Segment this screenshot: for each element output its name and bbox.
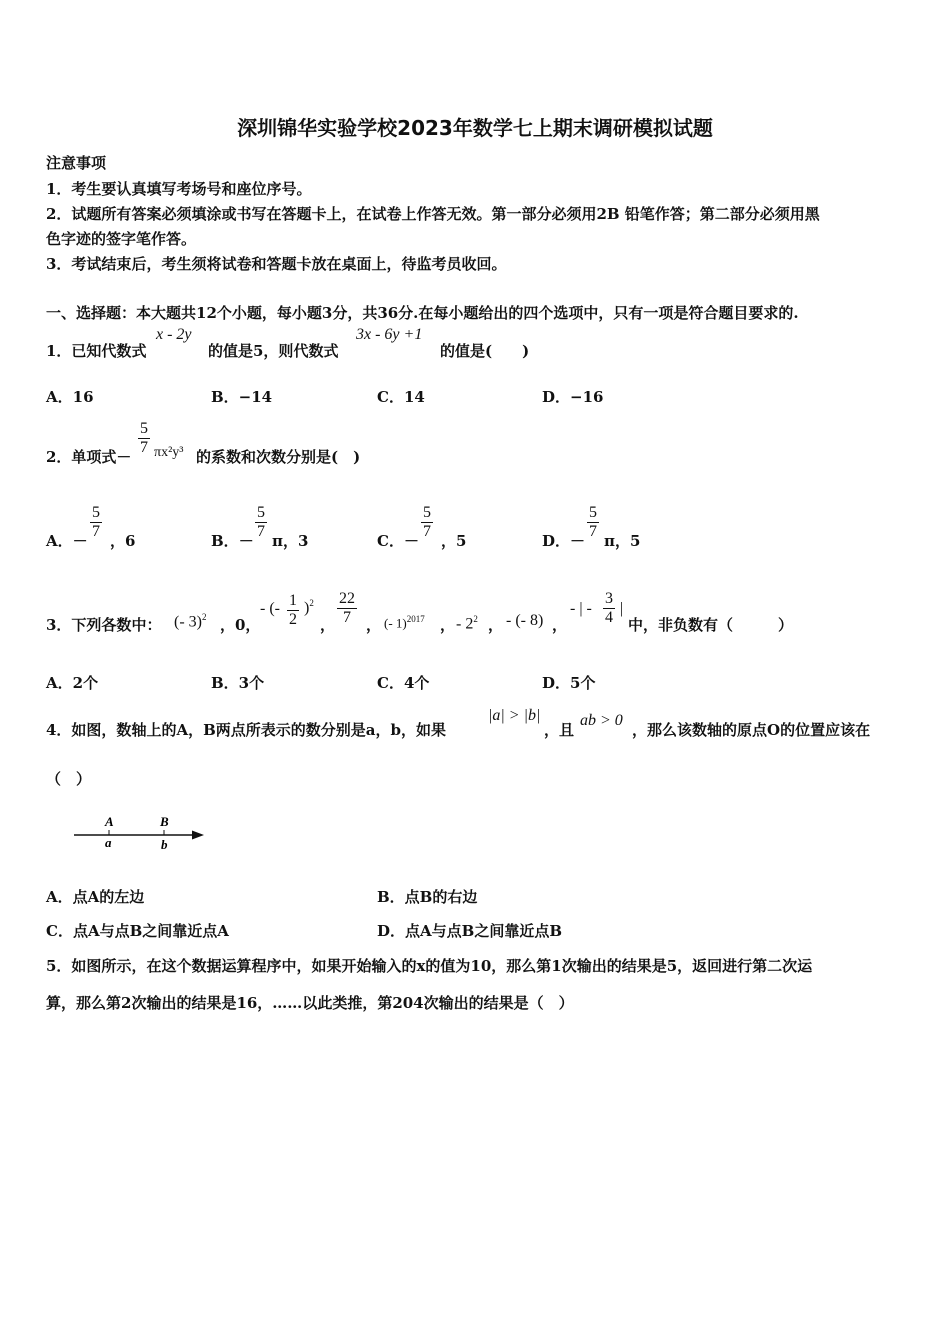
question-3-expr4 bbox=[384, 614, 425, 631]
expr-base: (- 1) bbox=[384, 615, 407, 631]
notice-item: 色字迹的签字笔作答。 bbox=[46, 230, 197, 248]
question-1-expr1: x - 2y bbox=[156, 326, 192, 343]
question-3-comma: ， bbox=[366, 616, 382, 634]
point-a-label: A bbox=[105, 814, 114, 829]
expr-exponent: 2 bbox=[309, 598, 314, 608]
question-4-answer-paren: （ ） bbox=[46, 770, 92, 788]
value-a-label: a bbox=[105, 835, 112, 850]
question-1-option-c: C．14 bbox=[377, 388, 425, 406]
question-3-expr2-fraction bbox=[287, 592, 299, 629]
question-4-suffix: ，那么该数轴的原点O的位置应该在 bbox=[632, 721, 871, 739]
question-3-expr2-post bbox=[304, 598, 314, 617]
question-3-expr5 bbox=[456, 614, 478, 633]
fraction-numerator: 3 bbox=[605, 590, 613, 607]
option-minus: － bbox=[238, 532, 254, 550]
option-label: D． bbox=[542, 532, 571, 550]
question-3-expr1 bbox=[174, 612, 206, 631]
question-4-condition-2: ab > 0 bbox=[580, 712, 623, 729]
question-3-expr2-pre: - (- bbox=[260, 600, 280, 617]
question-2-option-b-fraction bbox=[255, 504, 267, 541]
fraction-denominator: 7 bbox=[343, 609, 351, 626]
question-2-option-b bbox=[211, 530, 254, 551]
question-1-mid: 的值是5，则代数式 bbox=[208, 342, 339, 360]
expr-exponent: 2017 bbox=[406, 614, 425, 624]
question-3-comma: ， bbox=[552, 616, 568, 634]
question-1-option-d: D．−16 bbox=[542, 388, 604, 406]
question-2-option-c bbox=[377, 530, 419, 551]
question-3-option-a: A．2个 bbox=[46, 674, 99, 692]
notice-item: 3．考试结束后，考生须将试卷和答题卡放在桌面上，待监考员收回。 bbox=[46, 255, 507, 273]
question-3-expr3-fraction bbox=[337, 590, 357, 627]
question-2-option-c-tail: ，5 bbox=[441, 532, 467, 550]
page-title: 深圳锦华实验学校2023年数学七上期末调研模拟试题 bbox=[237, 116, 713, 140]
question-2-option-d-fraction bbox=[587, 504, 599, 541]
fraction-denominator: 7 bbox=[92, 523, 100, 540]
fraction-denominator: 4 bbox=[605, 609, 613, 626]
question-3-option-d: D．5个 bbox=[542, 674, 596, 692]
question-4-prefix: 4．如图，数轴上的A，B两点所表示的数分别是a，b，如果 bbox=[46, 721, 446, 739]
value-b-label: b bbox=[161, 837, 168, 852]
notice-item: 1．考生要认真填写考场号和座位序号。 bbox=[46, 180, 312, 198]
question-3-suffix: 中，非负数有（ ） bbox=[628, 616, 794, 634]
question-3-expr6: - (- 8) bbox=[506, 612, 544, 629]
question-3-comma: ， bbox=[440, 616, 456, 634]
question-2-term: πx²y³ bbox=[154, 445, 184, 460]
fraction-denominator: 7 bbox=[589, 523, 597, 540]
question-3-option-c: C．4个 bbox=[377, 674, 430, 692]
fraction-numerator: 22 bbox=[339, 590, 355, 607]
point-b-label: B bbox=[160, 814, 169, 829]
question-2-option-a-fraction bbox=[90, 504, 102, 541]
question-4-mid: ，且 bbox=[544, 721, 575, 739]
expr-base: (- 3) bbox=[174, 613, 202, 631]
fraction-numerator: 5 bbox=[257, 504, 265, 521]
section-heading: 一、选择题：本大题共12个小题，每小题3分，共36分.在每小题给出的四个选项中，只有一项是符合题目要求的. bbox=[46, 304, 799, 322]
notice-heading: 注意事项 bbox=[46, 154, 107, 172]
question-5-line-2: 算，那么第2次输出的结果是16，……以此类推，第204次输出的结果是（ ） bbox=[46, 994, 574, 1012]
question-4-option-b: B．点B的右边 bbox=[377, 888, 478, 906]
option-minus: － bbox=[403, 532, 419, 550]
fraction-numerator: 5 bbox=[140, 420, 148, 437]
question-2-option-a bbox=[46, 530, 88, 551]
option-label: B． bbox=[211, 532, 239, 550]
question-2-option-a-tail: ，6 bbox=[110, 532, 136, 550]
question-4-option-d: D．点A与点B之间靠近点B bbox=[377, 922, 563, 940]
option-label: A． bbox=[46, 532, 73, 550]
question-4-option-a: A．点A的左边 bbox=[46, 888, 145, 906]
notice-item: 2．试题所有答案必须填涂或书写在答题卡上，在试卷上作答无效。第一部分必须用2B 铅笔作答；第二部分必须用黑 bbox=[46, 205, 820, 223]
expr-exponent: 2 bbox=[201, 612, 207, 622]
option-minus: － bbox=[570, 532, 586, 550]
question-1-expr2: 3x - 6y +1 bbox=[356, 326, 423, 343]
question-2-fraction bbox=[138, 420, 150, 457]
question-2-option-b-tail: π，3 bbox=[272, 532, 309, 550]
option-minus: － bbox=[72, 532, 88, 550]
question-2-prefix: 2．单项式－ bbox=[46, 448, 132, 466]
question-3-option-b: B．3个 bbox=[211, 674, 265, 692]
question-2-option-c-fraction bbox=[421, 504, 433, 541]
expr-base: - 2 bbox=[456, 615, 474, 633]
fraction-numerator: 5 bbox=[92, 504, 100, 521]
option-label: C． bbox=[377, 532, 404, 550]
question-3-expr7-post: | bbox=[620, 600, 624, 617]
fraction-numerator: 5 bbox=[423, 504, 431, 521]
question-2-suffix: 的系数和次数分别是( ) bbox=[196, 448, 361, 466]
question-1-prefix: 1．已知代数式 bbox=[46, 342, 147, 360]
fraction-denominator: 7 bbox=[140, 439, 148, 456]
number-line-figure bbox=[66, 812, 216, 856]
question-3-expr7-pre: - | - bbox=[570, 600, 592, 617]
fraction-denominator: 2 bbox=[289, 611, 297, 628]
fraction-denominator: 7 bbox=[423, 523, 431, 540]
question-1-option-b: B．−14 bbox=[211, 388, 273, 406]
fraction-numerator: 1 bbox=[289, 592, 297, 609]
question-3-zero: ，0， bbox=[220, 616, 261, 634]
question-4-option-c: C．点A与点B之间靠近点A bbox=[46, 922, 229, 940]
arrow-icon bbox=[192, 831, 204, 840]
question-2-option-d-tail: π，5 bbox=[604, 532, 641, 550]
fraction-denominator: 7 bbox=[257, 523, 265, 540]
question-1-suffix: 的值是( ) bbox=[440, 342, 530, 360]
question-3-comma: ， bbox=[320, 616, 336, 634]
question-3-expr7-fraction bbox=[603, 590, 615, 627]
question-1-option-a: A．16 bbox=[46, 388, 94, 406]
question-4-condition-1: |a| > |b| bbox=[488, 707, 541, 724]
question-2-option-d bbox=[542, 530, 585, 551]
question-3-comma: ， bbox=[488, 616, 504, 634]
fraction-numerator: 5 bbox=[589, 504, 597, 521]
expr-exponent: 2 bbox=[473, 614, 478, 624]
expr-paren: ) bbox=[304, 599, 310, 617]
question-5-line-1: 5．如图所示，在这个数据运算程序中，如果开始输入的x的值为10，那么第1次输出的结果是5，返回进行第二次运 bbox=[46, 957, 813, 975]
question-3-prefix: 3．下列各数中： bbox=[46, 616, 162, 634]
